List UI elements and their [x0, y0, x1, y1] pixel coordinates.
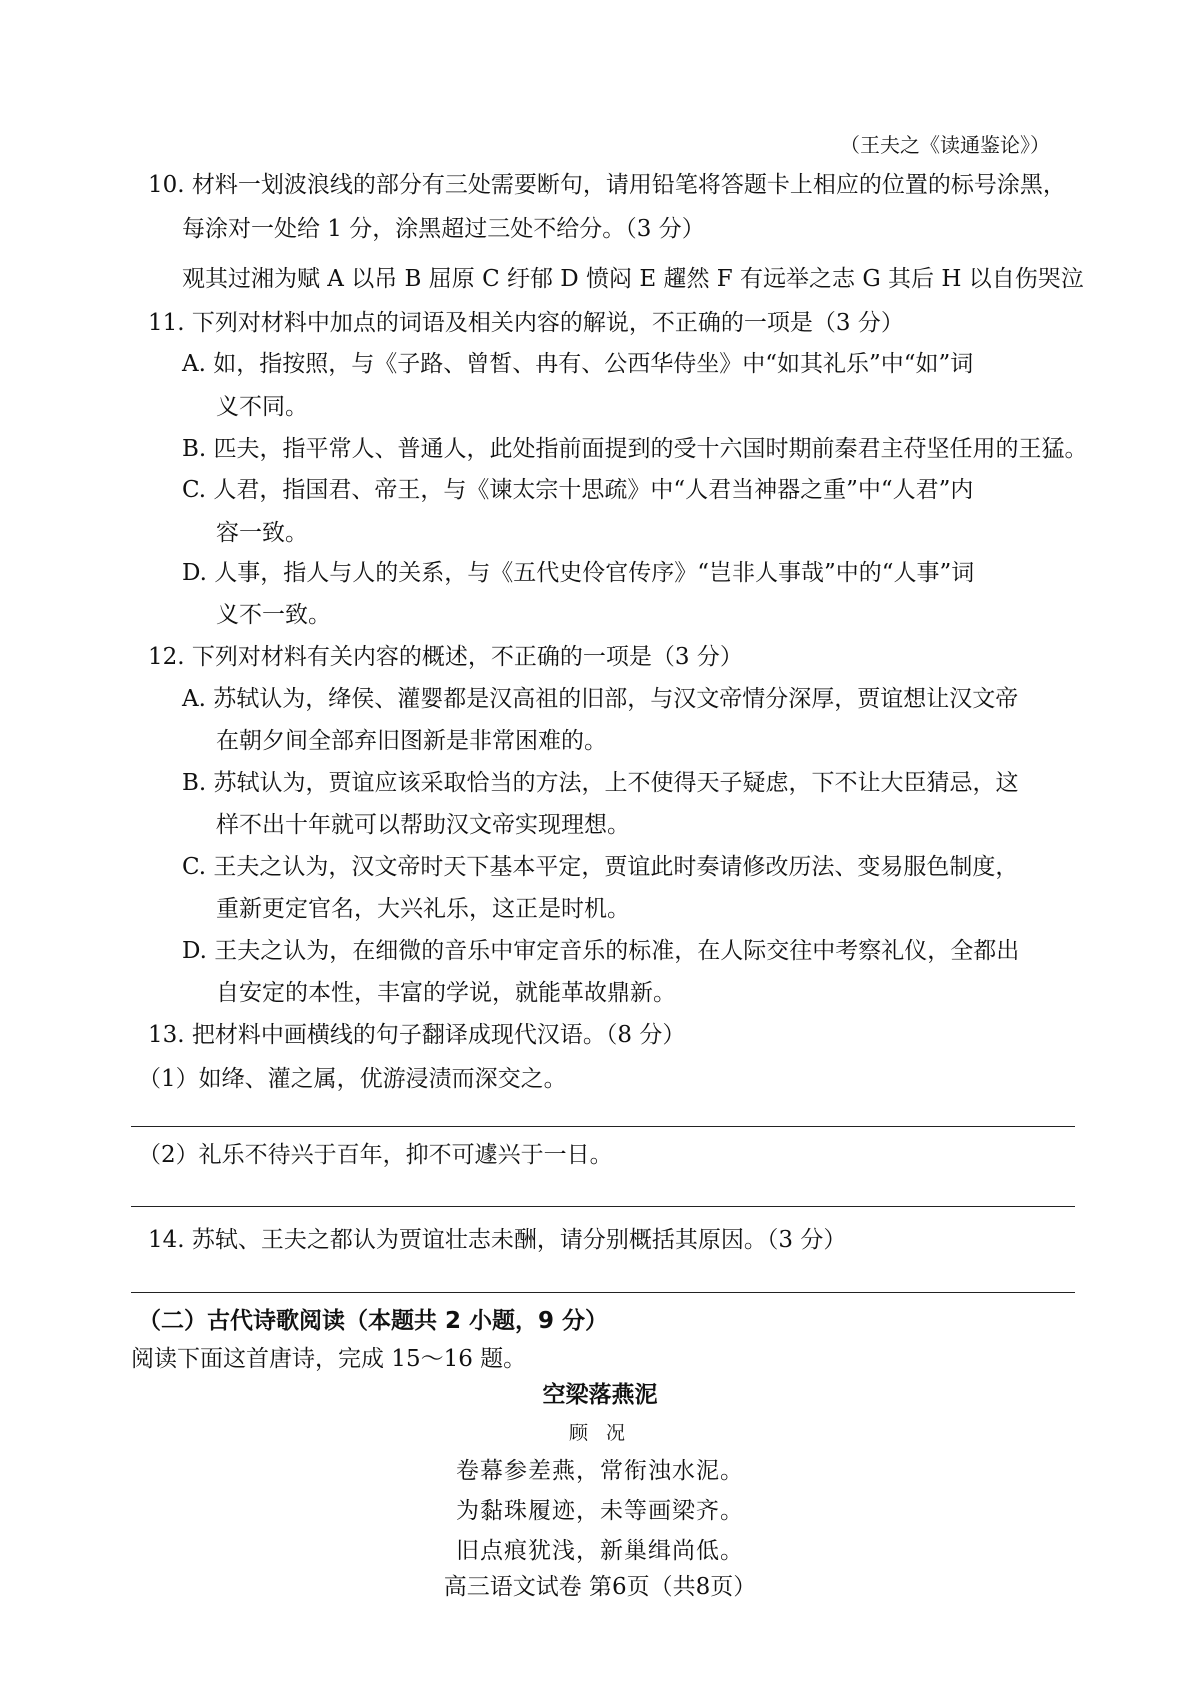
question-12-option-d: D. 王夫之认为，在细微的音乐中审定音乐的标准，在人际交往中考察礼仪，全都出 [182, 938, 1020, 964]
source-citation: （王夫之《读通鉴论》） [840, 133, 1050, 157]
question-11-option-c-cont: 容一致。 [216, 520, 308, 546]
question-13-sentence-1: （1）如绛、灌之属，优游浸渍而深交之。 [138, 1066, 567, 1092]
question-12-option-b-cont: 样不出十年就可以帮助汉文帝实现理想。 [216, 812, 630, 838]
poem-title: 空梁落燕泥 [542, 1382, 658, 1408]
question-11-option-c: C. 人君，指国君、帝王，与《谏太宗十思疏》中“人君当神器之重”中“人君”内 [182, 477, 974, 503]
answer-line-2[interactable] [131, 1206, 1075, 1207]
question-13-stem: 13. 把材料中画横线的句子翻译成现代汉语。（8 分） [148, 1022, 686, 1048]
question-12-option-b: B. 苏轼认为，贾谊应该采取恰当的方法，上不使得天子疑虑，下不让大臣猜忌，这 [182, 770, 1019, 796]
question-10-line-1: 10. 材料一划波浪线的部分有三处需要断句，请用铅笔将答题卡上相应的位置的标号涂黑， [148, 172, 1066, 198]
page-footer: 高三语文试卷 第6页（共8页） [443, 1574, 757, 1600]
question-13-sentence-2: （2）礼乐不待兴于百年，抑不可遽兴于一日。 [138, 1142, 613, 1168]
question-11-option-d-cont: 义不一致。 [216, 602, 331, 628]
question-14-stem: 14. 苏轼、王夫之都认为贾谊壮志未酬，请分别概括其原因。（3 分） [148, 1227, 847, 1253]
poem-line-1: 卷幕参差燕，常衔浊水泥。 [456, 1458, 744, 1484]
question-12-stem: 12. 下列对材料有关内容的概述，不正确的一项是（3 分） [148, 644, 743, 670]
question-12-option-a-cont: 在朝夕间全部弃旧图新是非常困难的。 [216, 728, 607, 754]
poem-line-3: 旧点痕犹浅，新巢缉尚低。 [456, 1538, 744, 1564]
question-11-option-d: D. 人事，指人与人的关系，与《五代史伶官传序》“岂非人事哉”中的“人事”词 [182, 560, 975, 586]
question-10-line-3: 观其过湘为赋 A 以吊 B 屈原 C 纡郁 D 愤闷 E 趯然 F 有远举之志 G 其后 H 以自伤哭泣 [182, 266, 1084, 292]
question-11-stem: 11. 下列对材料中加点的词语及相关内容的解说，不正确的一项是（3 分） [148, 310, 904, 336]
question-11-option-b: B. 匹夫，指平常人、普通人，此处指前面提到的受十六国时期前秦君主苻坚任用的王猛。 [182, 436, 1088, 462]
answer-line-3[interactable] [131, 1292, 1075, 1293]
question-11-option-a-cont: 义不同。 [216, 394, 308, 420]
question-12-option-d-cont: 自安定的本性，丰富的学说，就能革故鼎新。 [216, 980, 676, 1006]
poem-line-2: 为黏珠履迹，未等画梁齐。 [456, 1498, 744, 1524]
answer-line-1[interactable] [131, 1126, 1075, 1127]
poem-author: 顾 况 [568, 1422, 632, 1444]
section-heading: （二）古代诗歌阅读（本题共 2 小题，9 分） [138, 1308, 609, 1334]
question-12-option-c: C. 王夫之认为，汉文帝时天下基本平定，贾谊此时奏请修改历法、变易服色制度， [182, 854, 1019, 880]
question-12-option-c-cont: 重新更定官名，大兴礼乐，这正是时机。 [216, 896, 630, 922]
question-10-line-2: 每涂对一处给 1 分，涂黑超过三处不给分。（3 分） [182, 216, 705, 242]
question-12-option-a: A. 苏轼认为，绛侯、灌婴都是汉高祖的旧部，与汉文帝情分深厚，贾谊想让汉文帝 [182, 686, 1019, 712]
section-instruction: 阅读下面这首唐诗，完成 15～16 题。 [131, 1346, 527, 1372]
question-11-option-a: A. 如，指按照，与《子路、曾皙、冉有、公西华侍坐》中“如其礼乐”中“如”词 [182, 351, 974, 377]
